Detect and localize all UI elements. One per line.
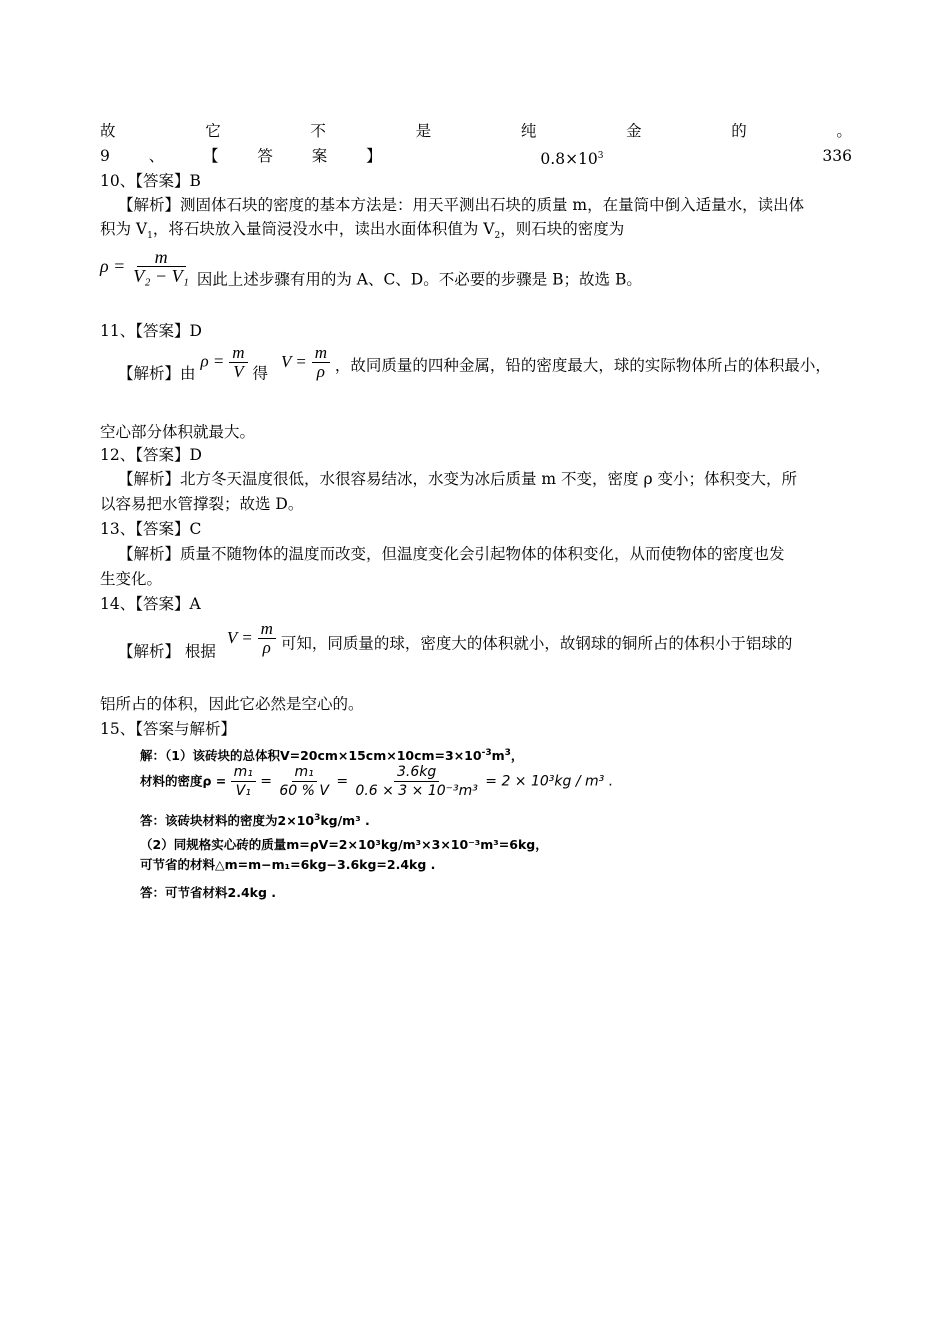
explanation-12-line1: 【解析】北方冬天温度很低，水很容易结冰，水变为冰后质量 m 不变，密度 ρ 变小；体积变大，所 — [118, 470, 798, 488]
solution-step-1 — [140, 745, 523, 764]
explanation-12-line2: 以容易把水管撑裂；故选 D。 — [100, 495, 304, 513]
explanation-13-line2: 生变化。 — [100, 570, 163, 588]
value-exponent: 3 — [597, 151, 604, 161]
answer-15: 15、【答案与解析】 — [100, 720, 236, 738]
char: 是 — [415, 122, 432, 140]
char: 答 — [257, 147, 273, 165]
text: m — [491, 748, 505, 764]
text: ，故同质量的四种金属，铅的密度最大，球的实际物体所占的体积最小， — [334, 356, 831, 375]
exponent: -3 — [481, 748, 492, 758]
text: ，将石块放入量筒浸没水中，读出水面体积值为 V — [152, 220, 495, 238]
text: 【解析】由 — [118, 364, 196, 383]
text: ， — [510, 748, 524, 764]
fraction — [231, 763, 256, 800]
equals: = — [336, 773, 349, 790]
char: 。 — [836, 122, 852, 140]
char: 金 — [626, 122, 642, 140]
result: = 2 × 10³kg / m³ . — [485, 773, 614, 790]
denominator: V₁ — [235, 783, 251, 799]
denominator: V — [233, 362, 244, 381]
denominator: ρ — [316, 362, 325, 381]
text: 可知，同质量的球，密度大的体积就小，故钢球的铜所占的体积小于铝球的 — [280, 634, 793, 653]
fraction — [229, 344, 247, 381]
answer-10: 10、【答案】B — [100, 172, 201, 190]
solution-answer-2: 答：可节省材料2.4kg . — [140, 885, 277, 900]
explanation-14-line2: 铝所占的体积，因此它必然是空心的。 — [100, 695, 364, 713]
explanation-10-line3: 因此上述步骤有用的为 A、C、D。不必要的步骤是 B；故选 B。 — [196, 270, 642, 289]
exponent: 3 — [314, 813, 321, 823]
char: 故 — [100, 122, 116, 140]
subscript: 2 — [494, 231, 501, 242]
char: 纯 — [520, 122, 537, 140]
fraction — [276, 763, 332, 800]
text: 材料的密度ρ = — [140, 773, 227, 789]
char: 不 — [310, 122, 326, 140]
solution-step-3: （2）同规格实心砖的质量m=ρV=2×10³kg/m³×3×10⁻³m³=6kg， — [140, 837, 548, 852]
answer-value — [540, 146, 603, 169]
text: 解：（1）该砖块的总体积V=20cm×15cm×10cm=3×10 — [140, 748, 482, 764]
bracket-close: 】 — [366, 147, 382, 165]
answer-12: 12、【答案】D — [100, 446, 202, 464]
numerator: m — [137, 248, 186, 267]
solution-step-2 — [140, 763, 613, 800]
formula-lhs: ρ = — [200, 351, 225, 371]
text: 答：该砖块材料的密度为2×10 — [140, 813, 315, 829]
denominator: 60 % V — [279, 783, 329, 799]
explanation-11-line2: 空心部分体积就最大。 — [100, 423, 256, 441]
subscript: 1 — [147, 231, 153, 242]
formula-density-10 — [100, 248, 852, 290]
text: 【解析】 根据 — [118, 642, 216, 661]
text: 得 — [252, 364, 269, 383]
answer-11: 11、【答案】D — [100, 322, 202, 340]
formula-lhs: ρ = — [100, 256, 126, 276]
formula-lhs: V = — [226, 627, 253, 647]
formula-lhs: V = — [280, 351, 307, 371]
separator: 、 — [148, 147, 165, 165]
numerator: m₁ — [231, 763, 256, 782]
solution-step-4: 可节省的材料△m=m−m₁=6kg−3.6kg=2.4kg . — [140, 857, 436, 872]
question-number: 9 — [100, 147, 110, 165]
fraction — [312, 344, 330, 381]
value-base: 0.8×10 — [540, 150, 598, 169]
text: ，则石块的密度为 — [500, 220, 625, 238]
char: 案 — [311, 147, 328, 165]
numerator: 3.6kg — [394, 763, 439, 782]
answer-14: 14、【答案】A — [100, 595, 201, 613]
text-line-conclusion — [100, 121, 852, 141]
explanation-11-line1 — [118, 344, 852, 384]
explanation-14-line1 — [118, 620, 852, 662]
bracket-open: 【 — [203, 147, 219, 165]
denominator: 0.6 × 3 × 10⁻³m³ — [355, 783, 478, 799]
denominator: V₂ − V₁ — [133, 266, 189, 286]
numerator: m — [258, 620, 276, 639]
numerator: m — [312, 344, 330, 363]
char: 它 — [205, 122, 221, 140]
explanation-10-line1: 【解析】测固体石块的密度的基本方法是：用天平测出石块的质量 m，在量筒中倒入适量水，读出体 — [118, 196, 805, 214]
denominator: ρ — [262, 638, 271, 657]
fraction — [352, 763, 481, 800]
fraction — [258, 620, 276, 657]
exponent: 3 — [504, 748, 511, 758]
solution-answer-1 — [140, 810, 370, 829]
explanation-10-line2 — [100, 219, 852, 246]
answer-9-line — [100, 146, 852, 169]
text: 积为 V — [100, 220, 148, 238]
explanation-13-line1: 【解析】质量不随物体的温度而改变，但温度变化会引起物体的体积变化，从而使物体的密度也发 — [118, 545, 785, 563]
char: 的 — [731, 122, 747, 140]
answer-13: 13、【答案】C — [100, 520, 202, 538]
answer-value-right: 336 — [822, 147, 852, 165]
equals: = — [260, 773, 272, 790]
fraction — [130, 248, 192, 285]
numerator: m₁ — [292, 763, 317, 782]
text: kg/m³ . — [320, 813, 370, 829]
numerator: m — [229, 344, 247, 363]
